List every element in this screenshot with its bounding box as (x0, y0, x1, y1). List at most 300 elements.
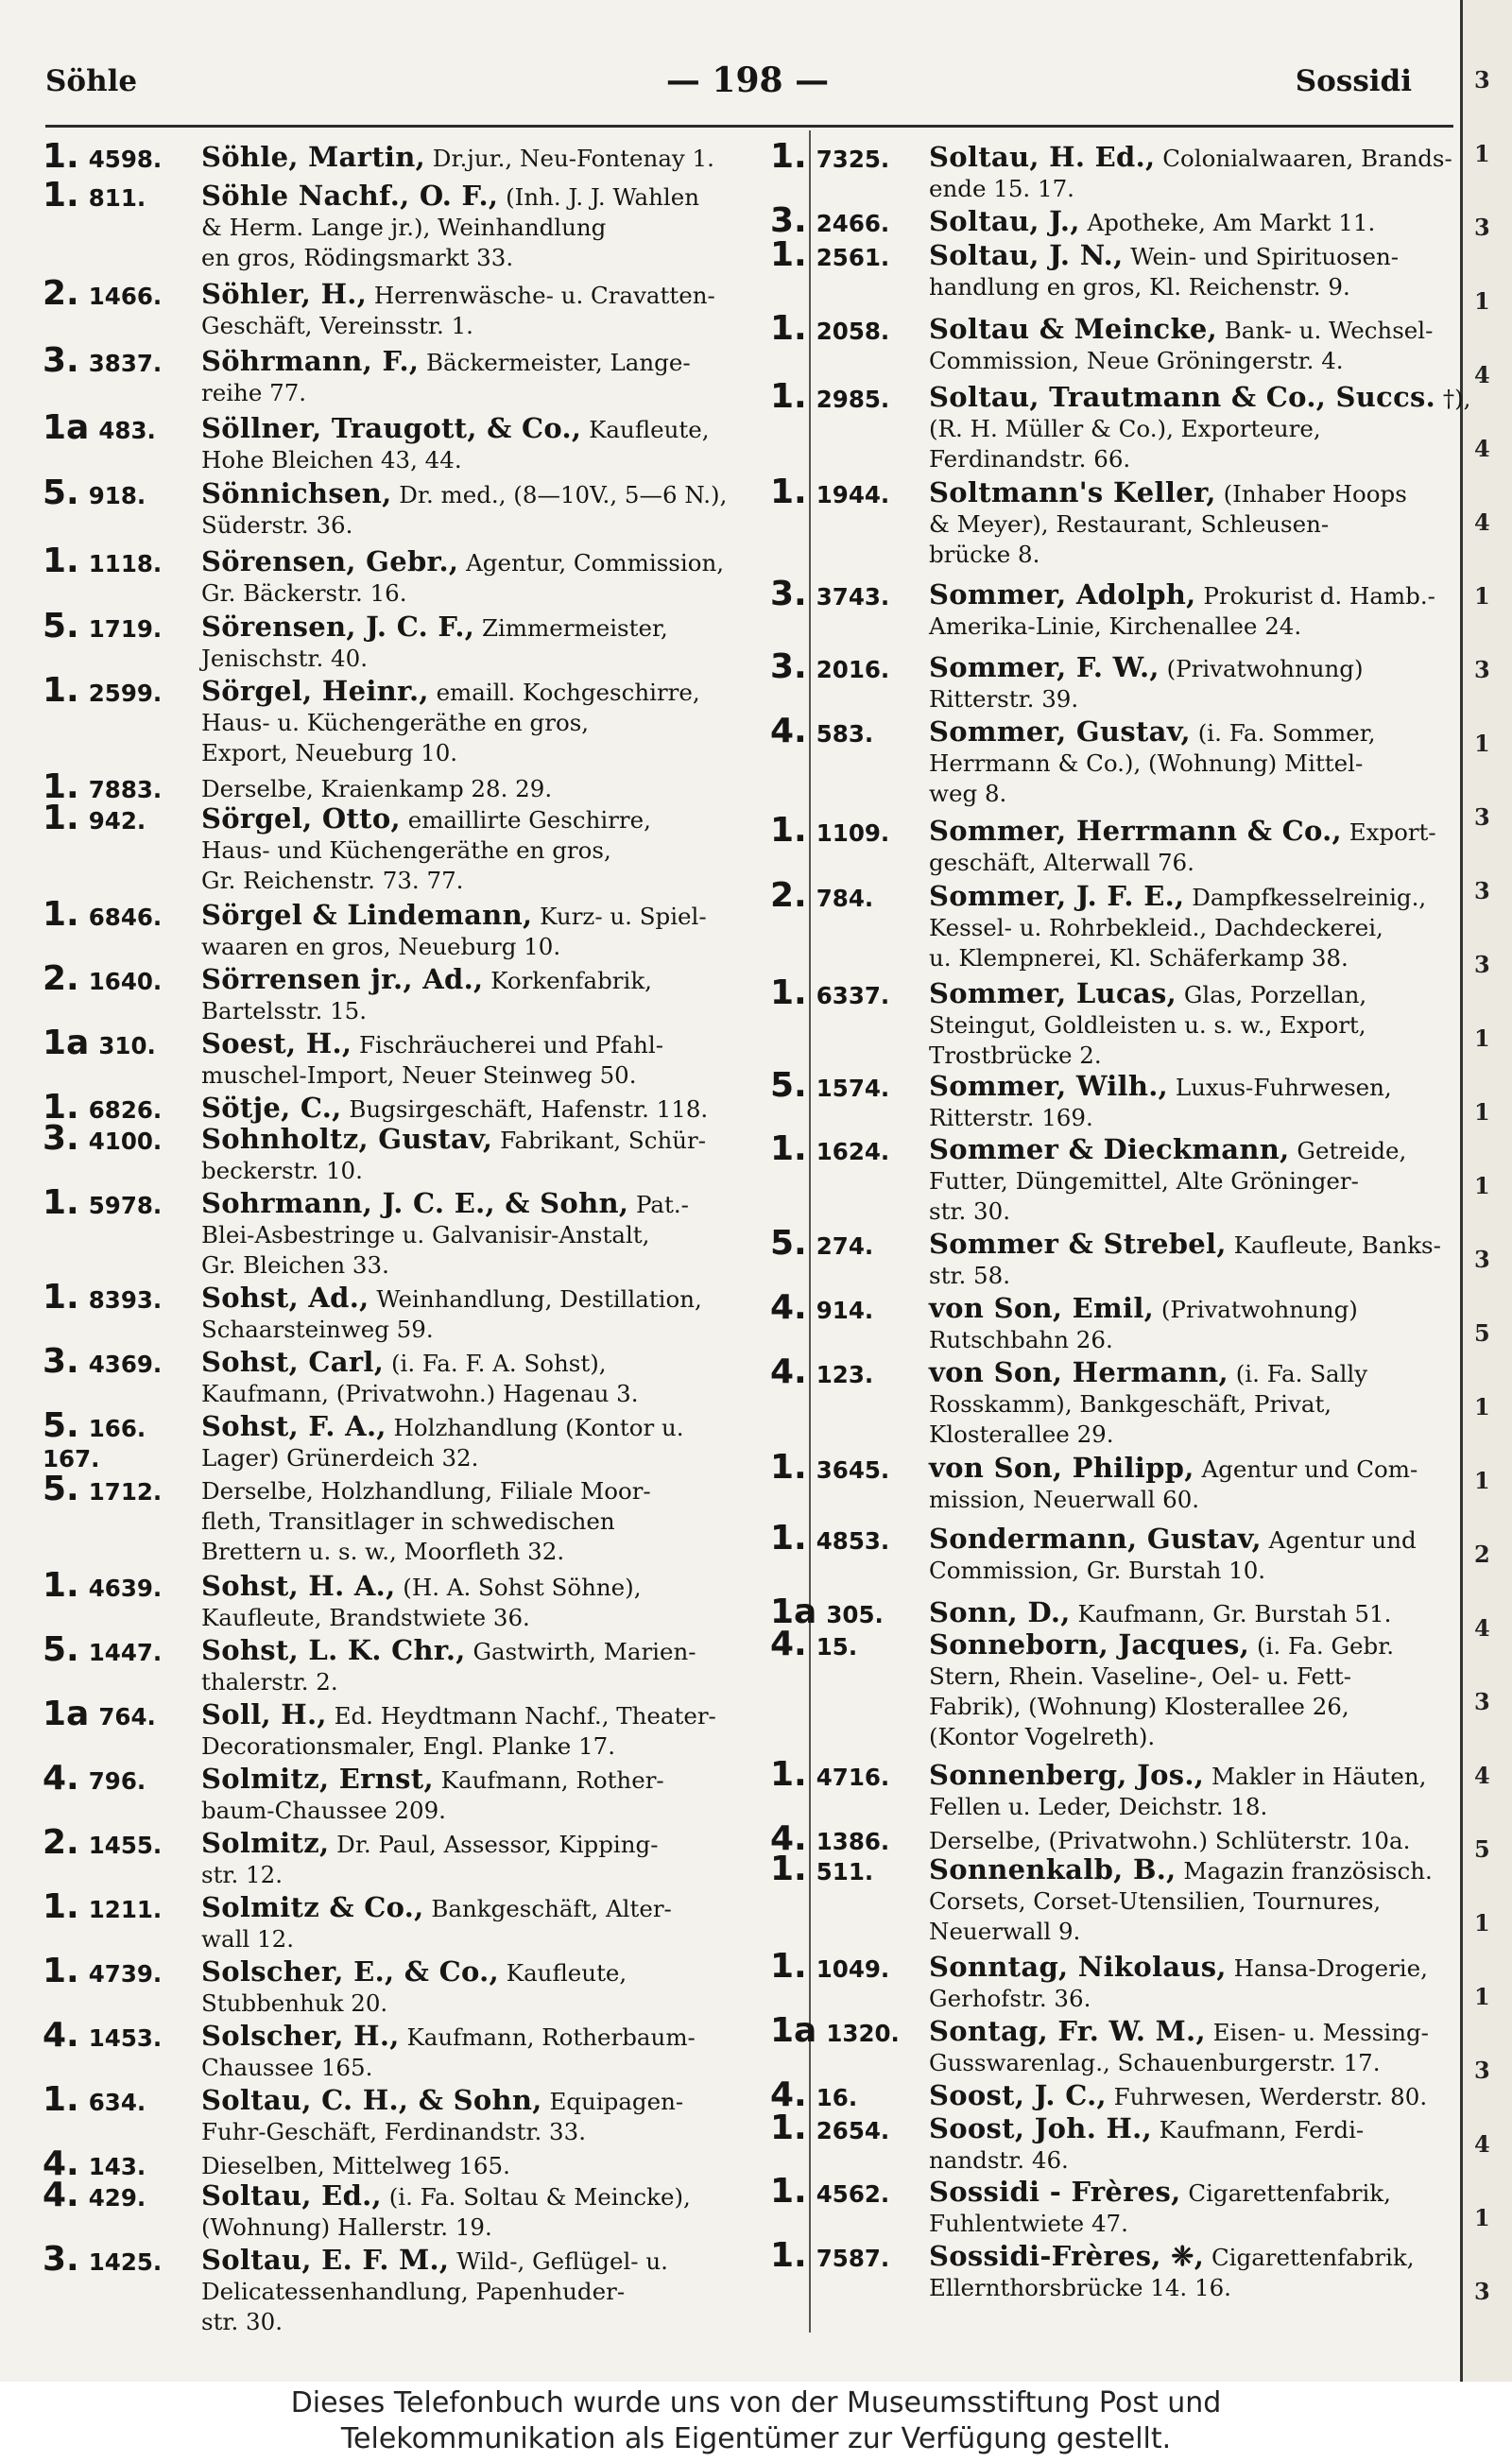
exchange-code: 1. (770, 309, 807, 348)
edge-fragment: 3 (1474, 877, 1490, 904)
exchange-code: 4. (43, 1759, 79, 1798)
line-number: 1624. (816, 1138, 890, 1165)
subscriber-details: Hansa-Drogerie, Gerhofstr. 36. (929, 1954, 1428, 2012)
subscriber-details: Wein- und Spirituosen- handlung en gros, Kl. Reichenstr. 9. (929, 243, 1400, 301)
line-number: 1466. (88, 283, 163, 310)
subscriber-name: von Son, Hermann, (929, 1356, 1228, 1388)
subscriber-name: Sommer, J. F. E., (929, 880, 1185, 912)
exchange-code: 4. (43, 2016, 79, 2055)
phone-number (770, 973, 890, 1012)
phone-number (43, 1406, 146, 1474)
subscriber-details: Weinhandlung, Destillation, Schaarsteinweg 59. (201, 1285, 702, 1343)
entry-text (201, 1764, 784, 1826)
phone-number (770, 1066, 890, 1105)
entry-text (201, 2021, 784, 2083)
subscriber-details: Kaufmann, Rotherbaum- Chaussee 165. (201, 2023, 696, 2081)
exchange-code: 5. (43, 473, 79, 512)
phone-number (43, 1887, 163, 1926)
subscriber-name: von Son, Emil, (929, 1292, 1155, 1324)
exchange-code: 1a (770, 1593, 817, 1631)
subscriber-name: Sörensen, J. C. F., (201, 611, 475, 643)
line-number: 305. (826, 1601, 884, 1628)
entry-text (929, 142, 1471, 204)
entry-text (929, 1524, 1471, 1586)
subscriber-name: Sörgel & Lindemann, (201, 899, 533, 931)
exchange-code: 1. (43, 799, 79, 837)
entry-text (201, 1828, 784, 1890)
subscriber-details: Eisen- u. Messing- Gusswarenlag., Schauenburgerstr. 17. (929, 2019, 1429, 2076)
subscriber-details: Agentur, Commission, Gr. Bäckerstr. 16. (201, 549, 725, 607)
subscriber-details: Kaufleute, Stubbenhuk 20. (201, 1959, 627, 2017)
phone-number (43, 408, 156, 447)
subscriber-details: Derselbe, Holzhandlung, Filiale Moor- fleth, Transitlager in schwedischen Brettern u. s. w., Moorfleth 32. (201, 1477, 651, 1565)
entry-text (929, 1453, 1471, 1515)
line-number: 3645. (816, 1456, 890, 1484)
subscriber-details: Kaufmann, Ferdi- nandstr. 46. (929, 2116, 1365, 2174)
phone-number (43, 1024, 156, 1062)
entry-text (929, 2241, 1471, 2303)
subscriber-details: †), (R. H. Müller & Co.), Exporteure, Ferdinandstr. 66. (929, 385, 1471, 473)
line-number: 166. 167. (43, 1415, 146, 1472)
entry-text (929, 2113, 1471, 2176)
subscriber-details: Dr.jur., Neu-Fontenay 1. (432, 145, 714, 172)
line-number: 6846. (88, 904, 163, 931)
edge-fragment: 4 (1474, 361, 1490, 388)
exchange-code: 3. (770, 647, 807, 686)
phone-number (770, 712, 874, 750)
edge-fragment: 5 (1474, 1319, 1490, 1347)
line-number: 1049. (816, 1955, 890, 1983)
phone-number (43, 137, 163, 176)
line-number: 1447. (88, 1639, 163, 1666)
phone-number (43, 1695, 156, 1733)
phone-number (770, 1947, 890, 1986)
edge-fragment: 3 (1474, 951, 1490, 978)
exchange-code: 1. (770, 973, 807, 1012)
entry-text (929, 1134, 1471, 1227)
exchange-code: 5. (770, 1224, 807, 1263)
phone-number (43, 1470, 163, 1508)
line-number: 2654. (816, 2117, 890, 2144)
subscriber-name: Soltau, C. H., & Sohn, (201, 2084, 542, 2116)
subscriber-name: Sörgel, Otto, (201, 802, 401, 835)
subscriber-details: Agentur und Commission, Gr. Burstah 10. (929, 1526, 1417, 1584)
subscriber-name: Sörgel, Heinr., (201, 675, 429, 707)
subscriber-details: Fischräucherei und Pfahl- muschel-Import, Neuer Steinweg 50. (201, 1031, 663, 1089)
entry-text (201, 1124, 784, 1186)
phone-number (43, 671, 163, 710)
line-number: 7325. (816, 146, 890, 173)
line-number: 1453. (88, 2024, 163, 2052)
footer-line-1: Dieses Telefonbuch wurde uns von der Museumsstiftung Post und (290, 2386, 1222, 2419)
footer-notice (0, 2384, 1512, 2462)
subscriber-name: Sönnichsen, (201, 477, 392, 509)
entry-text (929, 1357, 1471, 1450)
line-number: 811. (88, 184, 146, 212)
exchange-code: 1. (770, 1850, 807, 1888)
entry-text (929, 2016, 1471, 2078)
subscriber-details: (i. Fa. Gebr. Stern, Rhein. Vaseline-, Oel- u. Fett- Fabrik), (Wohnung) Klosterallee 26, (Kontor Vogelreth). (929, 1632, 1395, 1750)
phone-number (43, 2240, 163, 2279)
edge-fragment: 1 (1474, 582, 1490, 610)
exchange-code: 4. (770, 1288, 807, 1327)
exchange-code: 3. (770, 201, 807, 240)
exchange-code: 1. (43, 137, 79, 176)
subscriber-name: Sörrensen jr., Ad., (201, 963, 484, 995)
exchange-code: 5. (43, 607, 79, 646)
phone-number (770, 876, 874, 915)
exchange-code: 3. (43, 1119, 79, 1158)
subscriber-details: (i. Fa. F. A. Sohst), Kaufmann, (Privatwohn.) Hagenau 3. (201, 1350, 639, 1407)
exchange-code: 4. (770, 1352, 807, 1391)
exchange-code: 2. (43, 1823, 79, 1862)
edge-fragment: 4 (1474, 2130, 1490, 2158)
subscriber-name: Sommer, Gustav, (929, 715, 1191, 748)
subscriber-details: Equipagen- Fuhr-Geschäft, Ferdinandstr. 33. (201, 2088, 684, 2145)
entry-text (929, 978, 1471, 1071)
entry-text (929, 1760, 1471, 1822)
phone-number (770, 1129, 890, 1168)
line-number: 583. (816, 720, 874, 748)
subscriber-details: Fabrikant, Schür- beckerstr. 10. (201, 1127, 706, 1184)
exchange-code: 1. (43, 1952, 79, 1990)
subscriber-details: Makler in Häuten, Fellen u. Leder, Deichstr. 18. (929, 1763, 1427, 1820)
exchange-code: 1. (770, 2236, 807, 2275)
subscriber-details: Kaufleute, Hohe Bleichen 43, 44. (201, 416, 710, 473)
phone-number (43, 2080, 146, 2119)
entry-text (201, 1956, 784, 2019)
line-number: 1719. (88, 615, 163, 643)
phone-number (43, 959, 163, 998)
edge-fragment: 1 (1474, 1909, 1490, 1937)
line-number: 4598. (88, 146, 163, 173)
line-number: 1211. (88, 1896, 163, 1923)
subscriber-name: Sommer & Dieckmann, (929, 1133, 1290, 1165)
subscriber-details: Dr. med., (8—10V., 5—6 N.), Süderstr. 36. (201, 481, 728, 539)
subscriber-name: Sohst, Ad., (201, 1282, 369, 1314)
phone-number (770, 137, 890, 176)
subscriber-name: Sohrmann, J. C. E., & Sohn, (201, 1187, 629, 1219)
phone-number (770, 1224, 874, 1263)
phone-number (770, 811, 890, 850)
subscriber-name: Soltau & Meincke, (929, 313, 1217, 345)
entry-text (201, 546, 784, 609)
subscriber-details: Zimmermeister, Jenischstr. 40. (201, 614, 668, 672)
exchange-code: 4. (770, 1625, 807, 1663)
subscriber-details: Prokurist d. Hamb.- Amerika-Linie, Kirchenallee 24. (929, 582, 1435, 640)
line-number: 274. (816, 1232, 874, 1260)
entry-text (201, 2245, 784, 2337)
subscriber-name: Soltmann's Keller, (929, 476, 1216, 508)
edge-fragment: 3 (1474, 1688, 1490, 1715)
subscriber-name: Soost, J. C., (929, 2079, 1107, 2111)
exchange-code: 1a (770, 2011, 817, 2050)
exchange-code: 5. (43, 1630, 79, 1669)
subscriber-details: Korkenfabrik, Bartelsstr. 15. (201, 967, 652, 1024)
exchange-code: 1. (43, 542, 79, 580)
entry-text (201, 803, 784, 896)
subscriber-name: Soltau, J., (929, 205, 1080, 237)
phone-number (770, 235, 890, 274)
phone-number (43, 1278, 163, 1317)
entry-text (929, 716, 1471, 809)
subscriber-name: Sonneborn, Jacques, (929, 1628, 1250, 1661)
entry-text (201, 964, 784, 1026)
line-number: 1574. (816, 1075, 890, 1102)
subscriber-name: Sommer, F. W., (929, 651, 1160, 683)
entry-text (201, 1699, 784, 1762)
line-number: 634. (88, 2089, 146, 2116)
edge-fragment: 5 (1474, 1835, 1490, 1863)
exchange-code: 1. (43, 1887, 79, 1926)
subscriber-details: Bugsirgeschäft, Hafenstr. 118. (349, 1095, 709, 1123)
entry-text (929, 1071, 1471, 1133)
subscriber-name: Sonn, D., (929, 1596, 1071, 1628)
phone-number (43, 1630, 163, 1669)
subscriber-details: Cigarettenfabrik, Ellernthorsbrücke 14. 16. (929, 2244, 1415, 2301)
edge-fragment: 3 (1474, 66, 1490, 94)
entry-text (201, 1411, 784, 1473)
phone-number (770, 1625, 858, 1663)
subscriber-name: Soll, H., (201, 1698, 327, 1730)
subscriber-name: Sohst, F. A., (201, 1410, 387, 1442)
line-number: 4716. (816, 1764, 890, 1791)
entry-text (929, 2080, 1471, 2112)
line-number: 2466. (816, 210, 890, 237)
entry-text (929, 816, 1471, 878)
exchange-code: 1a (43, 408, 90, 447)
subscriber-details: Wild-, Geflügel- u. Delicatessenhandlung, Papenhuder- str. 30. (201, 2247, 668, 2335)
edge-fragment: 3 (1474, 656, 1490, 683)
subscriber-name: von Son, Philipp, (929, 1452, 1194, 1484)
subscriber-name: Sommer & Strebel, (929, 1228, 1227, 1260)
phone-number (770, 2236, 890, 2275)
exchange-code: 2. (770, 876, 807, 915)
exchange-code: 1. (770, 1947, 807, 1986)
entry-text (201, 1188, 784, 1281)
line-number: 483. (98, 417, 156, 444)
edge-fragment: 1 (1474, 140, 1490, 167)
subscriber-name: Sonntag, Nikolaus, (929, 1951, 1227, 1983)
edge-fragment: 3 (1474, 1246, 1490, 1273)
subscriber-name: Sossidi - Frères, (929, 2176, 1181, 2208)
exchange-code: 1. (770, 1448, 807, 1487)
exchange-code: 3. (43, 341, 79, 380)
line-number: 4639. (88, 1575, 163, 1602)
subscriber-details: emaillirte Geschirre, Haus- und Küchengeräthe en gros, Gr. Reichenstr. 73. 77. (201, 806, 651, 894)
line-number: 6337. (816, 982, 890, 1009)
entry-text (201, 1571, 784, 1633)
edge-fragment: 2 (1474, 1541, 1490, 1568)
entry-text (201, 279, 784, 341)
edge-fragment: 1 (1474, 287, 1490, 315)
phone-number (43, 1566, 163, 1605)
line-number: 6826. (88, 1096, 163, 1124)
phone-number (43, 176, 146, 215)
subscriber-name: Soost, Joh. H., (929, 2112, 1152, 2144)
line-number: 143. (88, 2153, 146, 2180)
line-number: 3743. (816, 583, 890, 611)
exchange-code: 1. (43, 671, 79, 710)
subscriber-details: (Inhaber Hoops & Meyer), Restaurant, Schleusen- brücke 8. (929, 480, 1407, 568)
exchange-code: 4. (770, 1819, 807, 1858)
subscriber-details: Dampfkesselreinig., Kessel- u. Rohrbekleid., Dachdeckerei, u. Klempnerei, Kl. Schäferkamp 38. (929, 884, 1427, 972)
phone-number (770, 201, 890, 240)
subscriber-name: Soest, H., (201, 1027, 352, 1059)
exchange-code: 1a (43, 1695, 90, 1733)
entry-text (201, 772, 784, 804)
exchange-code: 1. (43, 895, 79, 934)
phone-number (43, 607, 163, 646)
exchange-code: 4. (770, 712, 807, 750)
subscriber-details: Getreide, Futter, Düngemittel, Alte Gröninger- str. 30. (929, 1137, 1407, 1225)
subscriber-details: Kaufleute, Banks- str. 58. (929, 1231, 1441, 1289)
phone-number (770, 2011, 900, 2050)
edge-fragment: 1 (1474, 1467, 1490, 1494)
subscriber-details: (i. Fa. Sommer, Herrmann & Co.), (Wohnung) Mittel- weg 8. (929, 719, 1376, 807)
entry-text (201, 478, 784, 541)
subscriber-name: Söllner, Traugott, & Co., (201, 412, 582, 444)
edge-fragment: 1 (1474, 1098, 1490, 1126)
phone-number (770, 1288, 874, 1327)
subscriber-details: Bankgeschäft, Alter- wall 12. (201, 1895, 672, 1953)
exchange-code: 3. (43, 1342, 79, 1381)
line-number: 2016. (816, 656, 890, 683)
phone-number (43, 799, 146, 837)
phone-number (43, 2176, 146, 2214)
line-number: 784. (816, 885, 874, 912)
edge-fragment: 4 (1474, 508, 1490, 536)
line-number: 914. (816, 1297, 874, 1324)
entry-text (201, 1474, 784, 1567)
entry-text (929, 881, 1471, 973)
line-number: 1455. (88, 1832, 163, 1859)
phone-number (43, 2016, 163, 2055)
subscriber-details: (Privatwohnung) Ritterstr. 39. (929, 655, 1364, 713)
entry-text (929, 652, 1471, 714)
line-number: 1712. (88, 1478, 163, 1506)
subscriber-name: Solscher, H., (201, 2020, 400, 2052)
phone-number (770, 309, 890, 348)
page-number: — 198 — (665, 60, 830, 100)
line-number: 310. (98, 1032, 156, 1059)
subscriber-details: Derselbe, Kraienkamp 28. 29. (201, 775, 553, 802)
line-number: 4853. (816, 1527, 890, 1555)
phone-number (770, 377, 890, 416)
subscriber-name: Solmitz, (201, 1827, 330, 1859)
entry-text (929, 382, 1471, 474)
edge-fragment: 3 (1474, 2057, 1490, 2084)
entry-text (929, 1597, 1471, 1629)
line-number: 2599. (88, 680, 163, 707)
exchange-code: 1. (43, 176, 79, 215)
subscriber-details: (Privatwohnung) Rutschbahn 26. (929, 1296, 1358, 1353)
subscriber-details: Gastwirth, Marien- thalerstr. 2. (201, 1638, 696, 1696)
entry-text (929, 579, 1471, 642)
line-number: 4100. (88, 1128, 163, 1155)
exchange-code: 2. (43, 959, 79, 998)
entry-text (929, 206, 1471, 238)
line-number: 5978. (88, 1192, 163, 1219)
subscriber-name: Sötje, C., (201, 1092, 342, 1124)
entry-text (929, 477, 1471, 570)
entry-text (929, 1824, 1471, 1856)
phone-number (770, 575, 890, 613)
entry-text (201, 2180, 784, 2243)
entry-text (929, 240, 1471, 302)
line-number: 942. (88, 807, 146, 835)
subscriber-details: Kaufmann, Rother- baum-Chaussee 209. (201, 1766, 664, 1824)
entry-text (201, 2085, 784, 2147)
subscriber-details: Kaufmann, Gr. Burstah 51. (1077, 1600, 1392, 1627)
subscriber-name: Sohst, Carl, (201, 1346, 385, 1378)
line-number: 4739. (88, 1960, 163, 1988)
subscriber-details: Agentur und Com- mission, Neuerwall 60. (929, 1455, 1418, 1513)
subscriber-details: Pat.- Blei-Asbestringe u. Galvanisir-Anstalt, Gr. Bleichen 33. (201, 1191, 689, 1279)
subscriber-details: Apotheke, Am Markt 11. (1087, 209, 1376, 236)
exchange-code: 5. (43, 1470, 79, 1508)
subscriber-details: Kurz- u. Spiel- waaren en gros, Neueburg 10. (201, 903, 707, 960)
subscriber-name: Sohnholtz, Gustav, (201, 1123, 493, 1155)
subscriber-name: Sonnenkalb, B., (929, 1853, 1177, 1885)
entry-text (929, 1854, 1471, 1947)
exchange-code: 1. (770, 2109, 807, 2147)
subscriber-details: (i. Fa. Sally Rosskamm), Bankgeschäft, Privat, Klosterallee 29. (929, 1360, 1368, 1448)
entry-text (201, 413, 784, 475)
exchange-code: 1. (770, 1755, 807, 1794)
subscriber-name: Söhle, Martin, (201, 141, 425, 173)
line-number: 1425. (88, 2248, 163, 2276)
phone-number (770, 647, 890, 686)
line-number: 2058. (816, 318, 890, 345)
edge-fragment: 3 (1474, 803, 1490, 831)
line-number: 2561. (816, 244, 890, 271)
entry-text (201, 2149, 784, 2181)
phone-number (43, 1759, 146, 1798)
phone-number (43, 1342, 163, 1381)
line-number: 511. (816, 1858, 874, 1885)
phone-number (770, 1850, 874, 1888)
line-number: 2985. (816, 386, 890, 413)
subscriber-name: Sommer, Adolph, (929, 578, 1196, 611)
edge-fragment: 4 (1474, 435, 1490, 462)
exchange-code: 1. (43, 1278, 79, 1317)
phone-number (770, 1755, 890, 1794)
subscriber-details: Dr. Paul, Assessor, Kipping- str. 12. (201, 1831, 659, 1888)
entry-text (929, 314, 1471, 376)
phone-number (770, 1519, 890, 1558)
phone-number (770, 2172, 890, 2211)
entry-text (201, 1347, 784, 1409)
subscriber-name: Solmitz, Ernst, (201, 1763, 434, 1795)
subscriber-name: Sohst, H. A., (201, 1570, 396, 1602)
subscriber-details: (i. Fa. Soltau & Meincke), (Wohnung) Hallerstr. 19. (201, 2183, 691, 2241)
subscriber-details: Glas, Porzellan, Steingut, Goldleisten u. s. w., Export, Trostbrücke 2. (929, 981, 1367, 1069)
line-number: 7587. (816, 2245, 890, 2272)
phone-number (43, 1119, 163, 1158)
entry-text (201, 611, 784, 674)
subscriber-name: Söhler, H., (201, 278, 368, 310)
line-number: 16. (816, 2084, 858, 2111)
header-rule (45, 125, 1453, 128)
line-number: 7883. (88, 776, 163, 803)
entry-text (201, 1892, 784, 1954)
exchange-code: 1. (43, 1183, 79, 1222)
entry-text (201, 346, 784, 408)
line-number: 3837. (88, 350, 163, 377)
line-number: 15. (816, 1633, 858, 1661)
edge-fragment: 1 (1474, 1393, 1490, 1420)
